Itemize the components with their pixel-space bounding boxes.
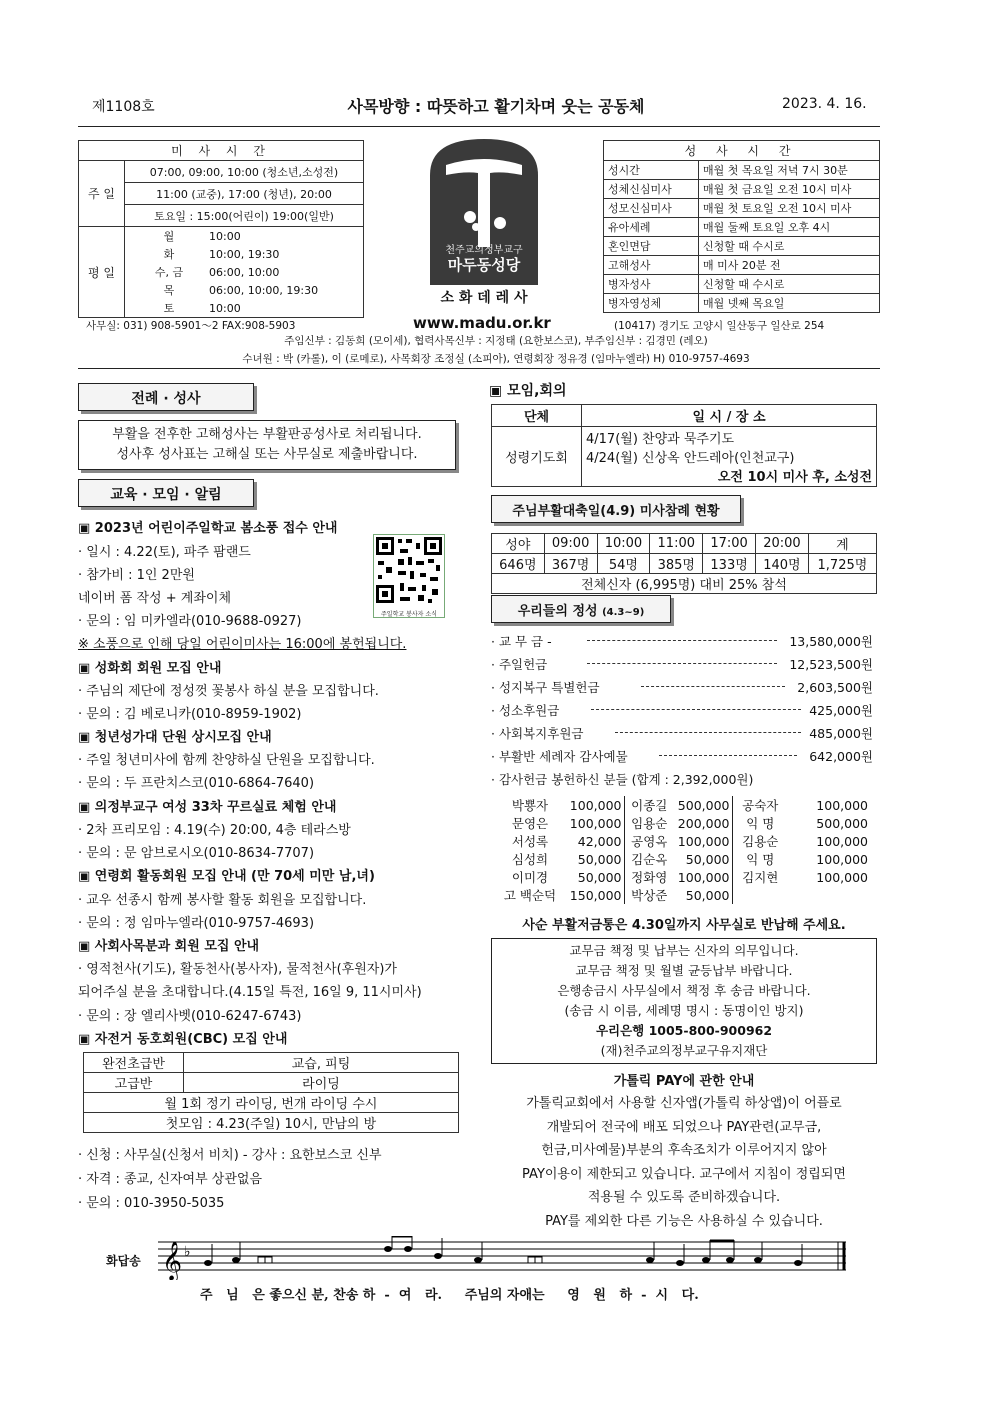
qr-caption: 주일학교 봉사자 소식 xyxy=(381,611,437,618)
mass-schedule-table xyxy=(78,140,364,318)
sacrament-schedule-table xyxy=(603,140,880,313)
donation-row: · 부활반 세례자 감사예물 642,000원 xyxy=(491,749,873,764)
piggybank-return-notice: 사순 부활저금통은 4.30일까지 사무실로 반납해 주세요. xyxy=(522,918,846,933)
attendance-value: 646명 xyxy=(492,554,545,574)
meeting-header: 일 시 / 장 소 xyxy=(582,405,877,427)
notice-line: 성사후 성사표는 고해실 또는 사무실로 제출바랍니다. xyxy=(116,447,418,462)
meeting-section-title: ▣ 모임,회의 xyxy=(489,383,567,399)
music-staff-icon xyxy=(158,1236,848,1280)
attendance-header: 20:00 xyxy=(756,534,809,554)
notice-line: · 문의 : 문 암브로시오(010-8634-7707) xyxy=(78,846,315,861)
donation-row: · 성지복구 특별헌금 2,603,500원 xyxy=(491,680,873,695)
pay-line: PAY이용이 제한되고 있습니다. 교구에서 지침이 정립되면 xyxy=(522,1166,846,1182)
donation-section-title: 우리들의 정성 (4.3~9) xyxy=(491,595,671,623)
bike-content: 라이딩 xyxy=(184,1073,459,1093)
contact-rule xyxy=(78,368,880,369)
website-link[interactable]: www.madu.or.kr xyxy=(413,314,551,332)
tithe-line: 교무금 책정 및 납부는 신자의 의무입니다. xyxy=(569,943,799,958)
sacrament-name: 고해성사 xyxy=(604,256,699,275)
confession-notice xyxy=(78,420,456,470)
tithe-line: (재)천주교의정부교구유지재단 xyxy=(600,1043,768,1058)
sunday-label: 주 일 xyxy=(79,161,125,227)
clergy-line: 주임신부 : 김동희 (모이세), 협력사목신부 : 지정태 (요한보스코), 부주임신부 : 김경민 (레오) xyxy=(284,335,708,347)
attendance-header: 09:00 xyxy=(544,534,597,554)
notice-line: · 문의 : 정 임마누엘라(010-9757-4693) xyxy=(78,916,315,931)
attendance-value: 133명 xyxy=(703,554,756,574)
weekday-row: 토 10:00 xyxy=(125,299,364,318)
notice-line: · 문의 : 임 미카엘라(010-9688-0927) xyxy=(78,614,302,629)
sunday-row: 11:00 (교중), 17:00 (청년), 20:00 xyxy=(125,183,364,205)
meeting-group: 성령기도회 xyxy=(492,427,582,487)
saturday-row: 토요일 : 15:00(어린이) 19:00(일반) xyxy=(125,205,364,227)
notice-heading: ▣ 2023년 어린이주일학교 봄소풍 접수 안내 xyxy=(78,521,338,536)
sacrament-time: 신청할 때 수시로 xyxy=(699,237,880,256)
attendance-header: 성야 xyxy=(492,534,545,554)
sacrament-time: 매월 둘째 토요일 오후 4시 xyxy=(699,218,880,237)
meeting-header: 단체 xyxy=(492,405,582,427)
bank-account: 우리은행 1005-800-900962 xyxy=(595,1023,773,1038)
notice-line: · 문의 : 010-3950-5035 xyxy=(78,1196,225,1211)
bike-club-table xyxy=(83,1052,459,1133)
weekday-row: 목 06:00, 10:00, 19:30 xyxy=(125,281,364,299)
attendance-header: 11:00 xyxy=(650,534,703,554)
notice-line: 되어주실 분을 초대합니다.(4.15일 특전, 16일 9, 11시미사) xyxy=(78,985,422,1000)
issue-number: 제1108호 xyxy=(92,99,155,115)
notice-line: ※ 소풍으로 인해 당일 어린이미사는 16:00에 봉헌됩니다. xyxy=(78,637,407,652)
staff-line: 수녀원 : 박 (카롤), 이 (로메로), 사목회장 조정실 (소피아), 연령회장 정유경 (임마누엘라) H) 010-9757-4693 xyxy=(242,353,750,365)
sacrament-name: 성시간 xyxy=(604,161,699,180)
sacrament-name: 병자영성체 xyxy=(604,294,699,313)
parish-motto: 사목방향 : 따뜻하고 활기차며 웃는 공동체 xyxy=(347,97,645,116)
bike-class: 완전초급반 xyxy=(84,1053,184,1073)
qr-code[interactable] xyxy=(373,534,445,618)
mass-table-caption: 미 사 시 간 xyxy=(79,141,364,161)
attendance-header: 계 xyxy=(808,534,876,554)
tithe-line: (송금 시 이름, 세례명 명시 : 동명이인 방지) xyxy=(564,1003,804,1018)
section-education-title: 교육 · 모임 · 알림 xyxy=(78,479,254,507)
notice-line: · 2차 프리모임 : 4.19(수) 20:00, 4층 테라스방 xyxy=(78,823,351,838)
sacrament-name: 혼인면담 xyxy=(604,237,699,256)
notice-line: · 주님의 제단에 정성껏 꽃봉사 하실 분을 모집합니다. xyxy=(78,684,379,699)
sacrament-name: 병자성사 xyxy=(604,275,699,294)
thanks-title: · 감사헌금 봉헌하신 분들 (합계 : 2,392,000원) xyxy=(491,772,754,787)
meeting-table xyxy=(491,404,877,487)
attendance-total: 전체신자 (6,995명) 대비 25% 참석 xyxy=(492,574,877,594)
meeting-line: 오전 10시 미사 후, 소성전 xyxy=(717,470,872,485)
tithe-line: 은행송금시 사무실에서 책정 후 송금 바랍니다. xyxy=(557,983,811,998)
section-liturgy-title: 전례 · 성사 xyxy=(78,383,254,411)
sacrament-table-caption: 성 사 시 간 xyxy=(604,141,880,161)
sacrament-time: 신청할 때 수시로 xyxy=(699,275,880,294)
attendance-header: 17:00 xyxy=(703,534,756,554)
donation-row: · 사회복지후원금 485,000원 xyxy=(491,726,873,741)
donation-list xyxy=(491,632,877,793)
notice-line: · 문의 : 김 베로니카(010-8959-1902) xyxy=(78,707,302,722)
tithe-line: 교무금 책정 및 월별 균등납부 바랍니다. xyxy=(575,963,793,978)
office-phone: 사무실: 031) 908-5901～2 FAX:908-5903 xyxy=(86,320,296,332)
notice-line: · 자격 : 종교, 신자여부 상관없음 xyxy=(78,1172,263,1187)
sacrament-time: 매월 넷째 목요일 xyxy=(699,294,880,313)
psalm-label: 화답송 xyxy=(106,1254,141,1268)
parish-address: (10417) 경기도 고양시 일산동구 일산로 254 xyxy=(614,320,825,332)
qr-code-icon xyxy=(374,535,444,605)
attendance-value: 140명 xyxy=(756,554,809,574)
notice-line: · 주일 청년미사에 함께 찬양하실 단원을 모집합니다. xyxy=(78,753,375,768)
notice-line: · 문의 : 두 프란치스코(010-6864-7640) xyxy=(78,776,315,791)
parish-logo xyxy=(422,135,546,305)
pay-notice xyxy=(491,1092,877,1233)
attendance-value: 54명 xyxy=(597,554,650,574)
notice-line: · 문의 : 장 엘리사벳(010-6247-6743) xyxy=(78,1009,302,1024)
sacrament-time: 매 미사 20분 전 xyxy=(699,256,880,275)
notice-heading: ▣ 성화회 회원 모집 안내 xyxy=(78,661,222,676)
weekday-row: 수, 금 06:00, 10:00 xyxy=(125,263,364,281)
pay-line: 개발되어 전국에 배포 되었으나 PAY관련(교무금, xyxy=(546,1119,822,1135)
sacrament-time: 매월 첫 목요일 저녁 7시 30분 xyxy=(699,161,880,180)
attendance-header: 10:00 xyxy=(597,534,650,554)
meeting-details xyxy=(582,427,877,487)
notice-line: · 교우 선종시 함께 봉사할 활동 회원을 모집합니다. xyxy=(78,893,367,908)
sacrament-name: 유아세례 xyxy=(604,218,699,237)
notice-line: · 신청 : 사무실(신청서 비치) - 강사 : 요한보스코 신부 xyxy=(78,1148,382,1163)
notice-heading: ▣ 사회사목분과 회원 모집 안내 xyxy=(78,939,260,954)
svg-text:𝄞: 𝄞 xyxy=(162,1241,183,1280)
attendance-value: 367명 xyxy=(544,554,597,574)
weekday-row: 월 10:00 xyxy=(125,227,364,246)
logo-diocese: 천주교의정부교구 xyxy=(445,245,523,256)
logo-patron: 소 화 데 레 사 xyxy=(440,290,528,306)
donation-row: · 주일헌금 12,523,500원 xyxy=(491,657,873,672)
pay-line: 가톨릭교회에서 사용할 신자앱(가톨릭 하상앱)이 어플로 xyxy=(526,1096,842,1111)
issue-date: 2023. 4. 16. xyxy=(782,96,867,112)
sunday-row: 07:00, 09:00, 10:00 (청소년,소성전) xyxy=(125,161,364,183)
header-rule xyxy=(78,126,880,127)
logo-parish: 마두동성당 xyxy=(447,256,521,274)
sacrament-time: 매월 첫 금요일 오전 10시 미사 xyxy=(699,180,880,199)
pay-line: 헌금,미사예물)부분의 후속조치가 이루어지지 않아 xyxy=(541,1143,827,1158)
notice-line: · 영적천사(기도), 활동천사(봉사자), 물적천사(후원자)가 xyxy=(78,962,397,977)
pay-line: PAY를 제외한 다른 기능은 사용하실 수 있습니다. xyxy=(545,1213,823,1229)
notice-heading: ▣ 자전거 동호회원(CBC) 모집 안내 xyxy=(78,1032,288,1047)
pay-title: 가톨릭 PAY에 관한 안내 xyxy=(613,1074,755,1089)
tithe-notice-box xyxy=(491,938,877,1064)
bike-class: 고급반 xyxy=(84,1073,184,1093)
attendance-value: 1,725명 xyxy=(808,554,876,574)
donation-row: · 성소후원금 425,000원 xyxy=(491,703,873,718)
sacrament-time: 매월 첫 토요일 오전 10시 미사 xyxy=(699,199,880,218)
notice-heading: ▣ 의정부교구 여성 33차 꾸르실료 체험 안내 xyxy=(78,800,337,815)
bike-schedule: 월 1회 정기 라이딩, 번개 라이딩 수시 xyxy=(84,1093,459,1113)
bike-content: 교습, 피팅 xyxy=(184,1053,459,1073)
attendance-title: 주님부활대축일(4.9) 미사참례 현황 xyxy=(491,495,741,523)
weekday-label: 평 일 xyxy=(79,227,125,318)
svg-text:♭: ♭ xyxy=(184,1244,191,1260)
attendance-value: 385명 xyxy=(650,554,703,574)
meeting-line: 4/17(월) 찬양과 묵주기도 xyxy=(586,432,735,447)
notice-line: 부활을 전후한 고해성사는 부활판공성사로 처리됩니다. xyxy=(112,427,422,442)
bike-first-meeting: 첫모임 : 4.23(주일) 10시, 만남의 방 xyxy=(84,1113,459,1133)
weekday-row: 화 10:00, 19:30 xyxy=(125,245,364,263)
notice-heading: ▣ 연령회 활동회원 모집 안내 (만 70세 미만 남,녀) xyxy=(78,869,375,884)
donation-row: · 교 무 금 - 13,580,000원 xyxy=(491,634,873,649)
sacrament-name: 성모신심미사 xyxy=(604,199,699,218)
notice-line: · 참가비 : 1인 2만원 xyxy=(78,568,195,583)
thanks-table: 박뿅자 100,000 이종길 500,000 공숙자 100,000 문영은 100,000 임용순 200,000 익 명 500,000 서성록 42,000 공영옥 100,000 김용순 100,000 심성희 50,000 김순옥 50,000 익 명 100,000 이미경 50,000 정화영 100,000 김지현 100,000 고 백순덕 150,000 박상준 50,000 xyxy=(503,797,868,903)
sacrament-name: 성체신심미사 xyxy=(604,180,699,199)
attendance-table xyxy=(491,533,877,594)
notice-line: · 일시 : 4.22(토), 파주 팜랜드 xyxy=(78,545,251,560)
meeting-line: 4/24(월) 신상옥 안드레아(인천교구) xyxy=(586,451,795,466)
notice-heading: ▣ 청년성가대 단원 상시모집 안내 xyxy=(78,730,272,745)
psalm-lyrics: 주 님 은 좋으신 분, 찬송 하 - 여 라. 주님의 자애는 영 원 하 - 시 다. xyxy=(200,1288,699,1303)
pay-line: 적용될 수 있도록 준비하겠습니다. xyxy=(587,1190,781,1205)
notice-line: 네이버 폼 작성 + 계좌이체 xyxy=(78,591,232,606)
